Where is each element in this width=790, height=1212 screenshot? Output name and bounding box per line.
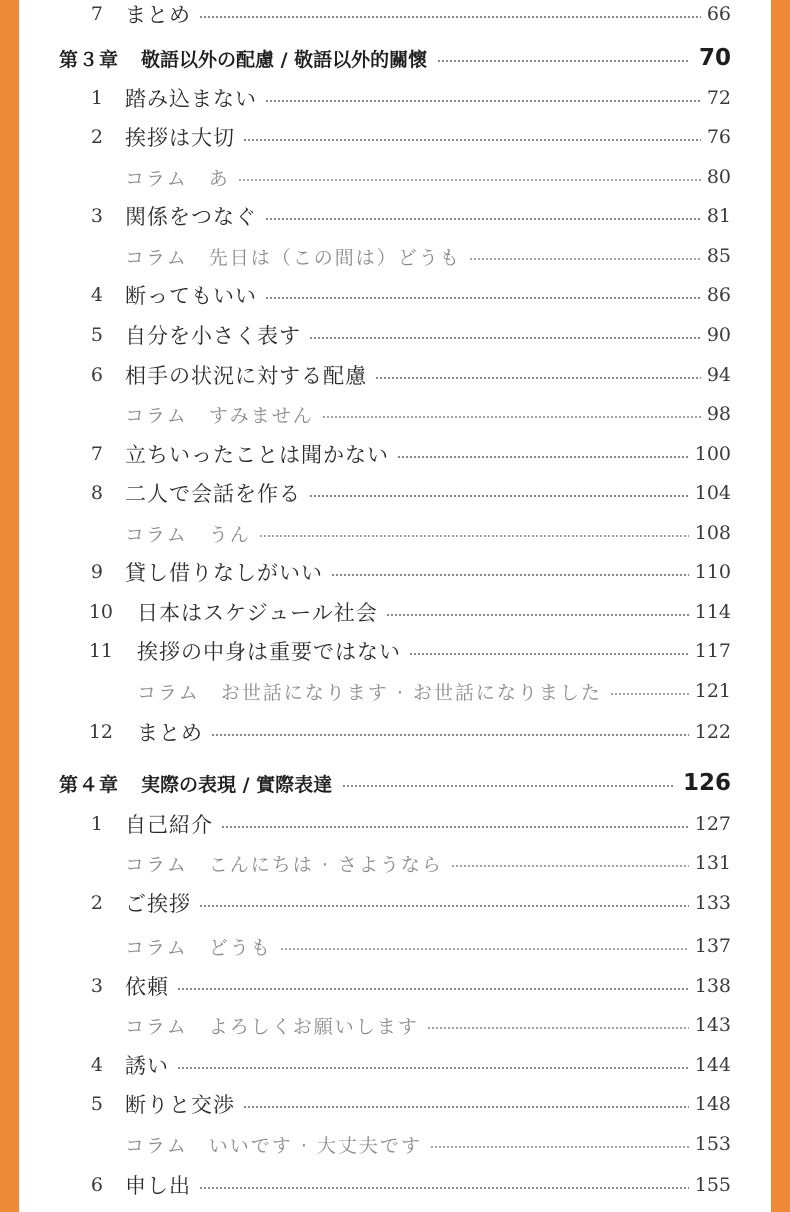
leader-dots (430, 1146, 689, 1148)
toc-entry (19, 476, 771, 510)
entry-page: 98 (706, 403, 731, 425)
chapter-page: 70 (698, 45, 731, 71)
entry-number: 6 (90, 1174, 103, 1196)
toc-entry (19, 715, 771, 749)
toc-entry (19, 555, 771, 589)
leader-dots (331, 574, 689, 576)
column-entry (19, 160, 771, 194)
entry-title: 二人で会話を作る (125, 482, 301, 506)
entry-number: 3 (90, 205, 103, 227)
column-entry (19, 929, 771, 963)
leader-dots (199, 905, 689, 907)
leader-dots (211, 734, 689, 736)
entry-number: 12 (88, 721, 113, 743)
entry-title: 断ってもいい (125, 284, 257, 308)
column-entry (19, 397, 771, 431)
leader-dots (265, 297, 701, 299)
column-title: コラム こんにちは · さようなら (125, 853, 443, 876)
toc-entry (19, 0, 771, 31)
entry-title: 貸し借りなしがいい (125, 561, 323, 585)
entry-page: 100 (694, 443, 731, 465)
leader-dots (265, 218, 701, 220)
entry-number: 4 (90, 284, 103, 306)
entry-page: 155 (694, 1174, 731, 1196)
leader-dots (221, 826, 689, 828)
column-entry (19, 1008, 771, 1042)
leader-dots (238, 179, 701, 181)
entry-number: 5 (90, 324, 103, 346)
entry-page: 76 (706, 126, 731, 148)
entry-title: ご挨拶 (125, 892, 191, 916)
entry-page: 94 (706, 364, 731, 386)
toc-entry (19, 969, 771, 1003)
entry-page: 104 (694, 482, 731, 504)
leader-dots (451, 865, 689, 867)
column-entry (19, 1127, 771, 1161)
entry-number: 1 (90, 87, 103, 109)
leader-dots (265, 100, 701, 102)
toc-entry (19, 807, 771, 841)
column-title: コラム すみません (125, 404, 314, 427)
entry-page: 122 (694, 721, 731, 743)
leader-dots (322, 416, 701, 418)
entry-title: 誘い (125, 1054, 169, 1078)
toc-entry (19, 886, 771, 920)
column-entry (19, 239, 771, 273)
entry-page: 127 (694, 813, 731, 835)
entry-title: 申し出 (125, 1174, 191, 1198)
entry-page: 148 (694, 1093, 731, 1115)
entry-number: 7 (90, 443, 103, 465)
leader-dots (177, 1067, 689, 1069)
right-orange-border (771, 0, 790, 1212)
leader-dots (177, 988, 689, 990)
entry-title: 依頼 (125, 975, 169, 999)
entry-page: 85 (706, 245, 731, 267)
entry-number: 11 (88, 640, 113, 662)
entry-number: 10 (88, 601, 113, 623)
entry-page: 131 (694, 852, 731, 874)
entry-number: 5 (90, 1093, 103, 1115)
toc-entry (19, 437, 771, 471)
leader-dots (342, 785, 673, 787)
entry-page: 153 (694, 1133, 731, 1155)
column-title: コラム どうも (125, 936, 272, 959)
entry-page: 117 (694, 640, 731, 662)
toc-entry (19, 634, 771, 668)
entry-page: 81 (706, 205, 731, 227)
entry-page: 137 (694, 935, 731, 957)
entry-page: 133 (694, 892, 731, 914)
entry-number: 8 (90, 482, 103, 504)
leader-dots (397, 456, 689, 458)
leader-dots (280, 948, 689, 950)
chapter-label: 第４章 (59, 773, 120, 796)
leader-dots (375, 377, 701, 379)
leader-dots (309, 495, 689, 497)
column-title: コラム よろしくお願いします (125, 1015, 419, 1038)
entry-title: 断りと交渉 (125, 1093, 235, 1117)
toc-page (19, 0, 771, 1212)
entry-title: 関係をつなぐ (125, 205, 257, 229)
leader-dots (437, 60, 689, 62)
toc-entry (19, 81, 771, 115)
leader-dots (610, 693, 689, 695)
entry-page: 144 (694, 1054, 731, 1076)
column-title: コラム いいです · 大丈夫です (125, 1134, 422, 1157)
toc-entry (19, 318, 771, 352)
entry-number: 6 (90, 364, 103, 386)
entry-number: 4 (90, 1054, 103, 1076)
left-orange-border (0, 0, 19, 1212)
entry-title: 自分を小さく表す (125, 324, 301, 348)
toc-entry (19, 278, 771, 312)
leader-dots (469, 258, 701, 260)
leader-dots (243, 1106, 689, 1108)
entry-number: 9 (90, 561, 103, 583)
entry-title: 踏み込まない (125, 87, 257, 111)
entry-page: 72 (706, 87, 731, 109)
leader-dots (427, 1027, 689, 1029)
chapter-title: 実際の表現 / 實際表達 (141, 773, 333, 796)
chapter-title: 敬語以外の配慮 / 敬語以外的關懷 (141, 48, 428, 71)
column-entry (19, 516, 771, 550)
leader-dots (386, 614, 689, 616)
toc-entry (19, 1048, 771, 1082)
toc-entry (19, 199, 771, 233)
leader-dots (243, 139, 701, 141)
entry-title: 挨拶は大切 (125, 126, 235, 150)
entry-page: 121 (694, 680, 731, 702)
column-title: コラム うん (125, 523, 251, 546)
column-title: コラム お世話になります · お世話になりました (137, 681, 602, 704)
entry-title: 立ちいったことは聞かない (125, 443, 389, 467)
chapter-heading-3 (19, 41, 771, 75)
entry-number: 2 (90, 892, 103, 914)
entry-title: 日本はスケジュール社会 (137, 601, 378, 625)
column-title: コラム 先日は（この間は）どうも (125, 246, 461, 269)
entry-number: 1 (90, 813, 103, 835)
chapter-label: 第３章 (59, 48, 120, 71)
toc-entry (19, 120, 771, 154)
entry-page: 110 (694, 561, 731, 583)
leader-dots (259, 535, 689, 537)
column-entry (19, 674, 771, 708)
entry-title: 相手の状況に対する配慮 (125, 364, 367, 388)
entry-page: 143 (694, 1014, 731, 1036)
entry-page: 138 (694, 975, 731, 997)
entry-page: 86 (706, 284, 731, 306)
entry-title: 挨拶の中身は重要ではない (137, 640, 401, 664)
entry-page: 80 (706, 166, 731, 188)
entry-page: 108 (694, 522, 731, 544)
toc-entry (19, 1168, 771, 1202)
entry-page: 66 (706, 3, 731, 25)
leader-dots (199, 1187, 689, 1189)
leader-dots (309, 337, 701, 339)
chapter-page: 126 (682, 770, 731, 796)
entry-number: 3 (90, 975, 103, 997)
entry-title: 自己紹介 (125, 813, 213, 837)
entry-number: 2 (90, 126, 103, 148)
leader-dots (199, 16, 701, 18)
chapter-heading-4 (19, 766, 771, 800)
toc-entry (19, 1087, 771, 1121)
entry-page: 114 (694, 601, 731, 623)
entry-title: まとめ (137, 721, 203, 745)
entry-title: まとめ (125, 3, 191, 27)
column-title: コラム あ (125, 167, 230, 190)
column-entry (19, 846, 771, 880)
entry-page: 90 (706, 324, 731, 346)
toc-entry (19, 358, 771, 392)
leader-dots (409, 653, 689, 655)
toc-entry (19, 595, 771, 629)
entry-number: 7 (90, 3, 103, 25)
